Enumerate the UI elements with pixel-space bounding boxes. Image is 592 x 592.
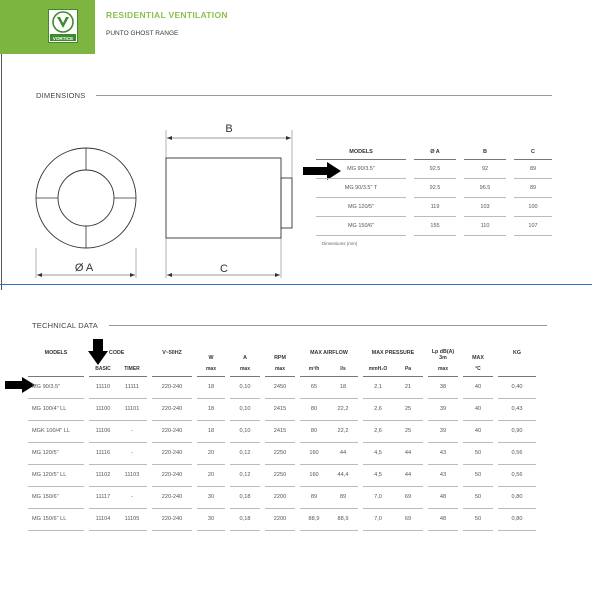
range-subtitle: PUNTO GHOST RANGE (106, 30, 179, 37)
technical-data-rule (109, 325, 547, 326)
tech-header-a-max: max (230, 362, 260, 376)
tech-header-models: MODELS (44, 349, 68, 356)
data-cell: 0,40 (498, 376, 536, 398)
table-row (316, 159, 552, 178)
data-cell: 11101 (117, 398, 147, 420)
data-cell: 18 (328, 376, 358, 398)
tech-header-a: A (243, 355, 247, 361)
data-cell: 44 (393, 442, 423, 464)
data-cell: 89 (300, 486, 328, 508)
tech-header-noise-max: max (428, 362, 458, 376)
data-cell: 220-240 (152, 486, 192, 508)
data-cell: 22,2 (328, 420, 358, 442)
dim-cell: 92.5 (414, 178, 456, 197)
data-cell: 48 (428, 508, 458, 530)
dim-header-b: B (464, 145, 506, 159)
dim-cell: MG 120/5" (316, 197, 406, 216)
data-cell: 11103 (117, 464, 147, 486)
dimension-drawing (0, 110, 310, 285)
data-cell: 25 (393, 420, 423, 442)
data-cell: - (117, 420, 147, 442)
dimensions-note: Dimensions (mm) (322, 241, 358, 246)
data-cell: 2250 (265, 442, 295, 464)
dim-cell: 92.5 (414, 159, 456, 178)
model-cell: MG 120/5" (28, 442, 84, 464)
dim-cell: 89 (514, 159, 552, 178)
technical-data-table (28, 343, 536, 531)
data-cell: 89 (328, 486, 358, 508)
dim-cell: MG 90/3.5" (316, 159, 406, 178)
data-cell: 11111 (117, 376, 147, 398)
dim-cell: MG 150/6" (316, 216, 406, 235)
dim-cell: MG 90/3.5" T (316, 178, 406, 197)
data-cell: 2,6 (363, 420, 393, 442)
data-cell: 44 (393, 464, 423, 486)
dimensions-header-row (316, 145, 552, 159)
data-cell: 2200 (265, 508, 295, 530)
data-cell: 11116 (89, 442, 117, 464)
tech-header-noise (428, 343, 458, 362)
tech-header-basic: BASIC (89, 362, 117, 376)
side-view-drawing (166, 130, 292, 278)
data-cell: 2250 (265, 464, 295, 486)
data-cell: 18 (197, 376, 225, 398)
data-cell: 7,0 (363, 486, 393, 508)
technical-header-row (28, 343, 536, 362)
data-cell: 220-240 (152, 442, 192, 464)
data-cell: 50 (463, 464, 493, 486)
tech-header-w-max: max (197, 362, 225, 376)
data-cell: 0,10 (230, 420, 260, 442)
data-cell: 11102 (89, 464, 117, 486)
data-cell: 220-240 (152, 464, 192, 486)
model-cell: MG 100/4" LL (28, 398, 84, 420)
table-row (28, 464, 536, 486)
data-cell: 2415 (265, 398, 295, 420)
data-cell: 21 (393, 376, 423, 398)
data-cell: 2450 (265, 376, 295, 398)
vortice-logo-icon (48, 9, 78, 43)
data-cell: 2,1 (363, 376, 393, 398)
dim-cell: 103 (464, 197, 506, 216)
data-cell: 220-240 (152, 398, 192, 420)
data-cell: 22,2 (328, 398, 358, 420)
dimensions-rule (96, 95, 552, 96)
data-cell: 80 (300, 398, 328, 420)
dimension-b-label: B (225, 123, 233, 135)
model-cell: MGK 100/4" LL (28, 420, 84, 442)
dim-cell: 89 (514, 178, 552, 197)
table-row (28, 486, 536, 508)
data-cell: 48 (428, 486, 458, 508)
data-cell: 30 (197, 486, 225, 508)
front-view-drawing (36, 148, 136, 278)
data-cell: 0,18 (230, 486, 260, 508)
data-cell: 20 (197, 464, 225, 486)
data-cell: 2,6 (363, 398, 393, 420)
dimensions-table (316, 145, 552, 236)
table-row (28, 442, 536, 464)
technical-subheader-row (28, 362, 536, 376)
dimensions-heading: DIMENSIONS (36, 91, 86, 100)
dim-cell: 107 (514, 216, 552, 235)
data-cell: 4,5 (363, 442, 393, 464)
data-cell: 20 (197, 442, 225, 464)
data-cell: 44 (328, 442, 358, 464)
data-cell: - (117, 442, 147, 464)
data-cell: 40 (463, 376, 493, 398)
data-cell: 50 (463, 486, 493, 508)
tech-header-m3h: m³/h (300, 362, 328, 376)
dimension-c-label: C (220, 263, 228, 275)
dim-cell: 119 (414, 197, 456, 216)
tech-header-rpm: RPM (274, 355, 286, 361)
data-cell: 38 (428, 376, 458, 398)
data-cell: 44,4 (328, 464, 358, 486)
data-cell: 39 (428, 398, 458, 420)
dim-header-c: C (514, 145, 552, 159)
data-cell: 160 (300, 442, 328, 464)
table-row (316, 178, 552, 197)
page-divider-line (0, 284, 592, 285)
data-cell: 220-240 (152, 376, 192, 398)
model-cell: MG 150/6" LL (28, 508, 84, 530)
data-cell: 2200 (265, 486, 295, 508)
data-cell: 160 (300, 464, 328, 486)
data-cell: 65 (300, 376, 328, 398)
data-cell: 18 (197, 420, 225, 442)
tech-header-pressure: MAX PRESSURE (371, 349, 415, 356)
table-row (28, 376, 536, 398)
data-cell: 25 (393, 398, 423, 420)
data-cell: 50 (463, 442, 493, 464)
data-cell: 11105 (117, 508, 147, 530)
data-cell: 80 (300, 420, 328, 442)
data-cell: 0,43 (498, 398, 536, 420)
technical-data-heading: TECHNICAL DATA (32, 321, 99, 330)
data-cell: 0,12 (230, 464, 260, 486)
tech-header-mmh2o: mmH₂O (363, 362, 393, 376)
data-cell: 40 (463, 420, 493, 442)
data-cell: 40 (463, 398, 493, 420)
data-cell: 0,56 (498, 464, 536, 486)
table-row (316, 197, 552, 216)
brand-title: RESIDENTIAL VENTILATION (106, 10, 228, 20)
data-cell: 88,9 (328, 508, 358, 530)
model-cell: MG 90/3.5" (28, 376, 84, 398)
tech-header-pa: Pa (393, 362, 423, 376)
dim-cell: 155 (414, 216, 456, 235)
tech-header-kg: KG (513, 349, 521, 356)
tech-header-maxtemp: MAX (472, 355, 484, 361)
data-cell: 0,10 (230, 376, 260, 398)
data-cell: 69 (393, 508, 423, 530)
data-cell: 88,9 (300, 508, 328, 530)
data-cell: 69 (393, 486, 423, 508)
data-cell: 39 (428, 420, 458, 442)
tech-header-noise-2: 3m (439, 355, 447, 361)
table-row (28, 420, 536, 442)
data-cell: 0,10 (230, 398, 260, 420)
data-cell: 4,5 (363, 464, 393, 486)
data-cell: 30 (197, 508, 225, 530)
data-cell: - (117, 486, 147, 508)
data-cell: 11110 (89, 376, 117, 398)
data-cell: 11104 (89, 508, 117, 530)
data-cell: 0,12 (230, 442, 260, 464)
table-row (28, 508, 536, 530)
dim-cell: 96.5 (464, 178, 506, 197)
model-cell: MG 150/6" (28, 486, 84, 508)
table-row (316, 216, 552, 235)
data-cell: 7,0 (363, 508, 393, 530)
brand-logo-panel (0, 0, 95, 54)
tech-header-noise-1: Lp dB(A) (431, 349, 455, 355)
tech-header-timer: TIMER (117, 362, 147, 376)
model-cell: MG 120/5" LL (28, 464, 84, 486)
data-cell: 11106 (89, 420, 117, 442)
data-cell: 11117 (89, 486, 117, 508)
tech-header-airflow: MAX AIRFLOW (310, 349, 348, 356)
dim-header-a: Ø A (414, 145, 456, 159)
data-cell: 43 (428, 464, 458, 486)
tech-header-rpm-max: max (265, 362, 295, 376)
data-cell: 2415 (265, 420, 295, 442)
tech-header-w: W (208, 355, 214, 361)
tech-header-voltage: V~50HZ (162, 349, 182, 356)
data-cell: 0,18 (230, 508, 260, 530)
table-row (28, 398, 536, 420)
tech-header-ls: l/s (328, 362, 358, 376)
data-cell: 0,90 (498, 420, 536, 442)
dim-cell: 100 (514, 197, 552, 216)
data-cell: 0,56 (498, 442, 536, 464)
data-cell: 0,80 (498, 508, 536, 530)
data-cell: 50 (463, 508, 493, 530)
data-cell: 18 (197, 398, 225, 420)
logo-text: VORTICE (52, 36, 74, 41)
data-cell: 0,80 (498, 486, 536, 508)
data-cell: 11100 (89, 398, 117, 420)
dim-cell: 92 (464, 159, 506, 178)
diameter-label: Ø A (74, 262, 94, 274)
tech-header-code: CODE (109, 349, 125, 356)
dim-cell: 110 (464, 216, 506, 235)
data-cell: 220-240 (152, 420, 192, 442)
dim-header-models: MODELS (316, 145, 406, 159)
data-cell: 43 (428, 442, 458, 464)
data-cell: 220-240 (152, 508, 192, 530)
tech-header-maxtemp-unit: °C (463, 362, 493, 376)
